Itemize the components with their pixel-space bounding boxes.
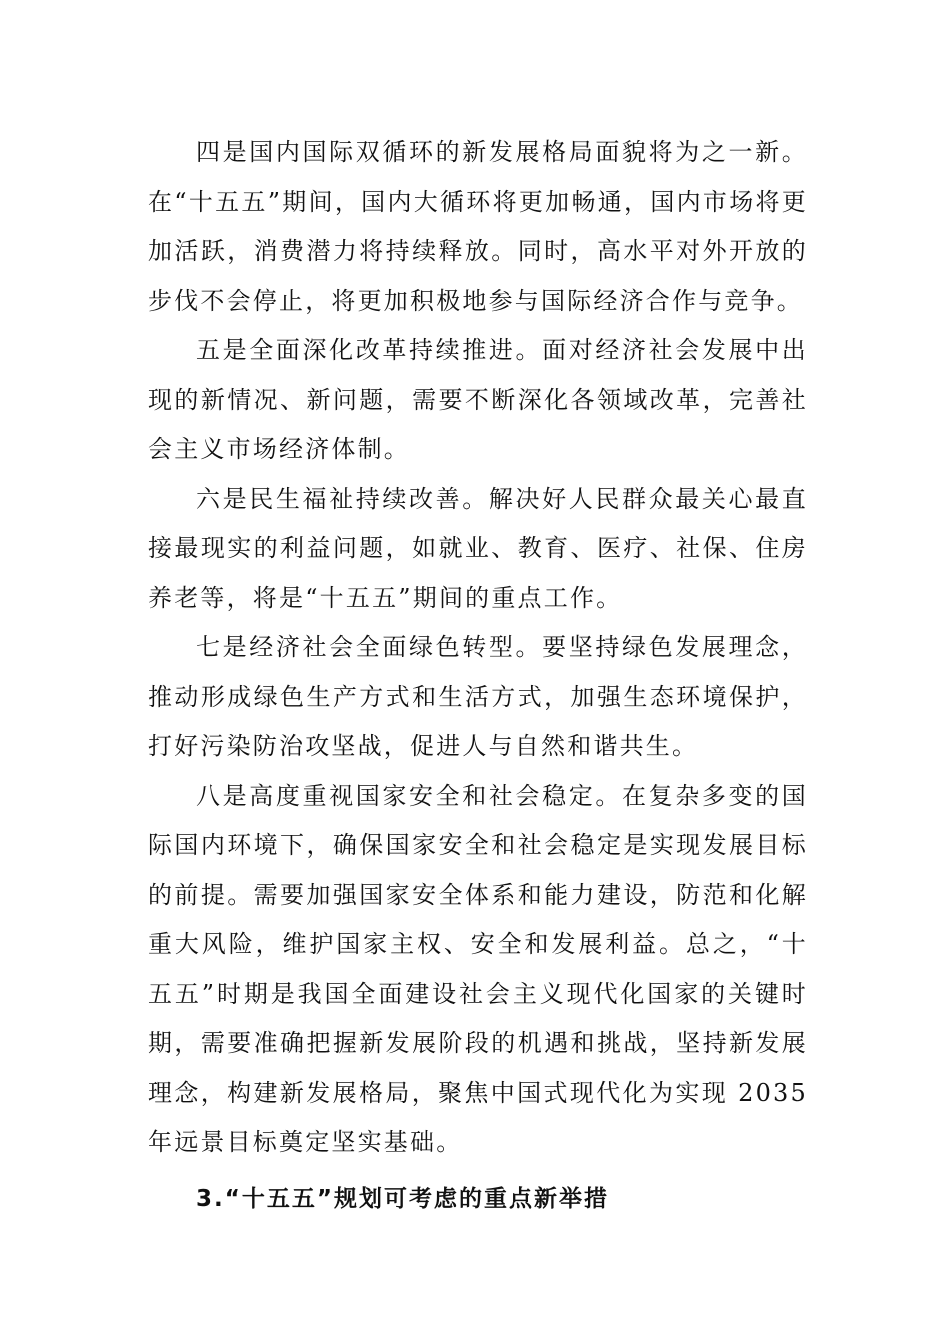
paragraph-deepen-reform: 五是全面深化改革持续推进。面对经济社会发展中出现的新情况、新问题，需要不断深化各领域改革，完善社会主义市场经济体制。 (148, 336, 808, 463)
paragraph-dual-circulation: 四是国内国际双循环的新发展格局面貌将为之一新。在“十五五”期间，国内大循环将更加畅通，国内市场将更加活跃，消费潜力将持续释放。同时，高水平对外开放的步伐不会停止，将更加积极地参与国际经济合作与竞争。 (148, 138, 808, 315)
section-heading: 3.“十五五”规划可考虑的重点新举措 (196, 1185, 609, 1212)
document-body (148, 128, 808, 1230)
paragraph-livelihood: 六是民生福祉持续改善。解决好人民群众最关心最直接最现实的利益问题，如就业、教育、医疗、社保、住房养老等，将是“十五五”期间的重点工作。 (148, 484, 808, 612)
paragraph-green-transition: 七是经济社会全面绿色转型。要坚持绿色发展理念，推动形成绿色生产方式和生活方式，加强生态环境保护，打好污染防治攻坚战，促进人与自然和谐共生。 (148, 633, 808, 760)
paragraph-national-security: 八是高度重视国家安全和社会稳定。在复杂多变的国际国内环境下，确保国家安全和社会稳定是实现发展目标的前提。需要加强国家安全体系和能力建设，防范和化解重大风险，维护国家主权、安全和发展利益。总之，“十五五”时期是我国全面建设社会主义现代化国家的关键时期，需要准确把握新发展阶段的机遇和挑战，坚持新发展理念，构建新发展格局，聚焦中国式现代化为实现 2035 年远景目标奠定坚实基础。 (148, 781, 808, 1156)
